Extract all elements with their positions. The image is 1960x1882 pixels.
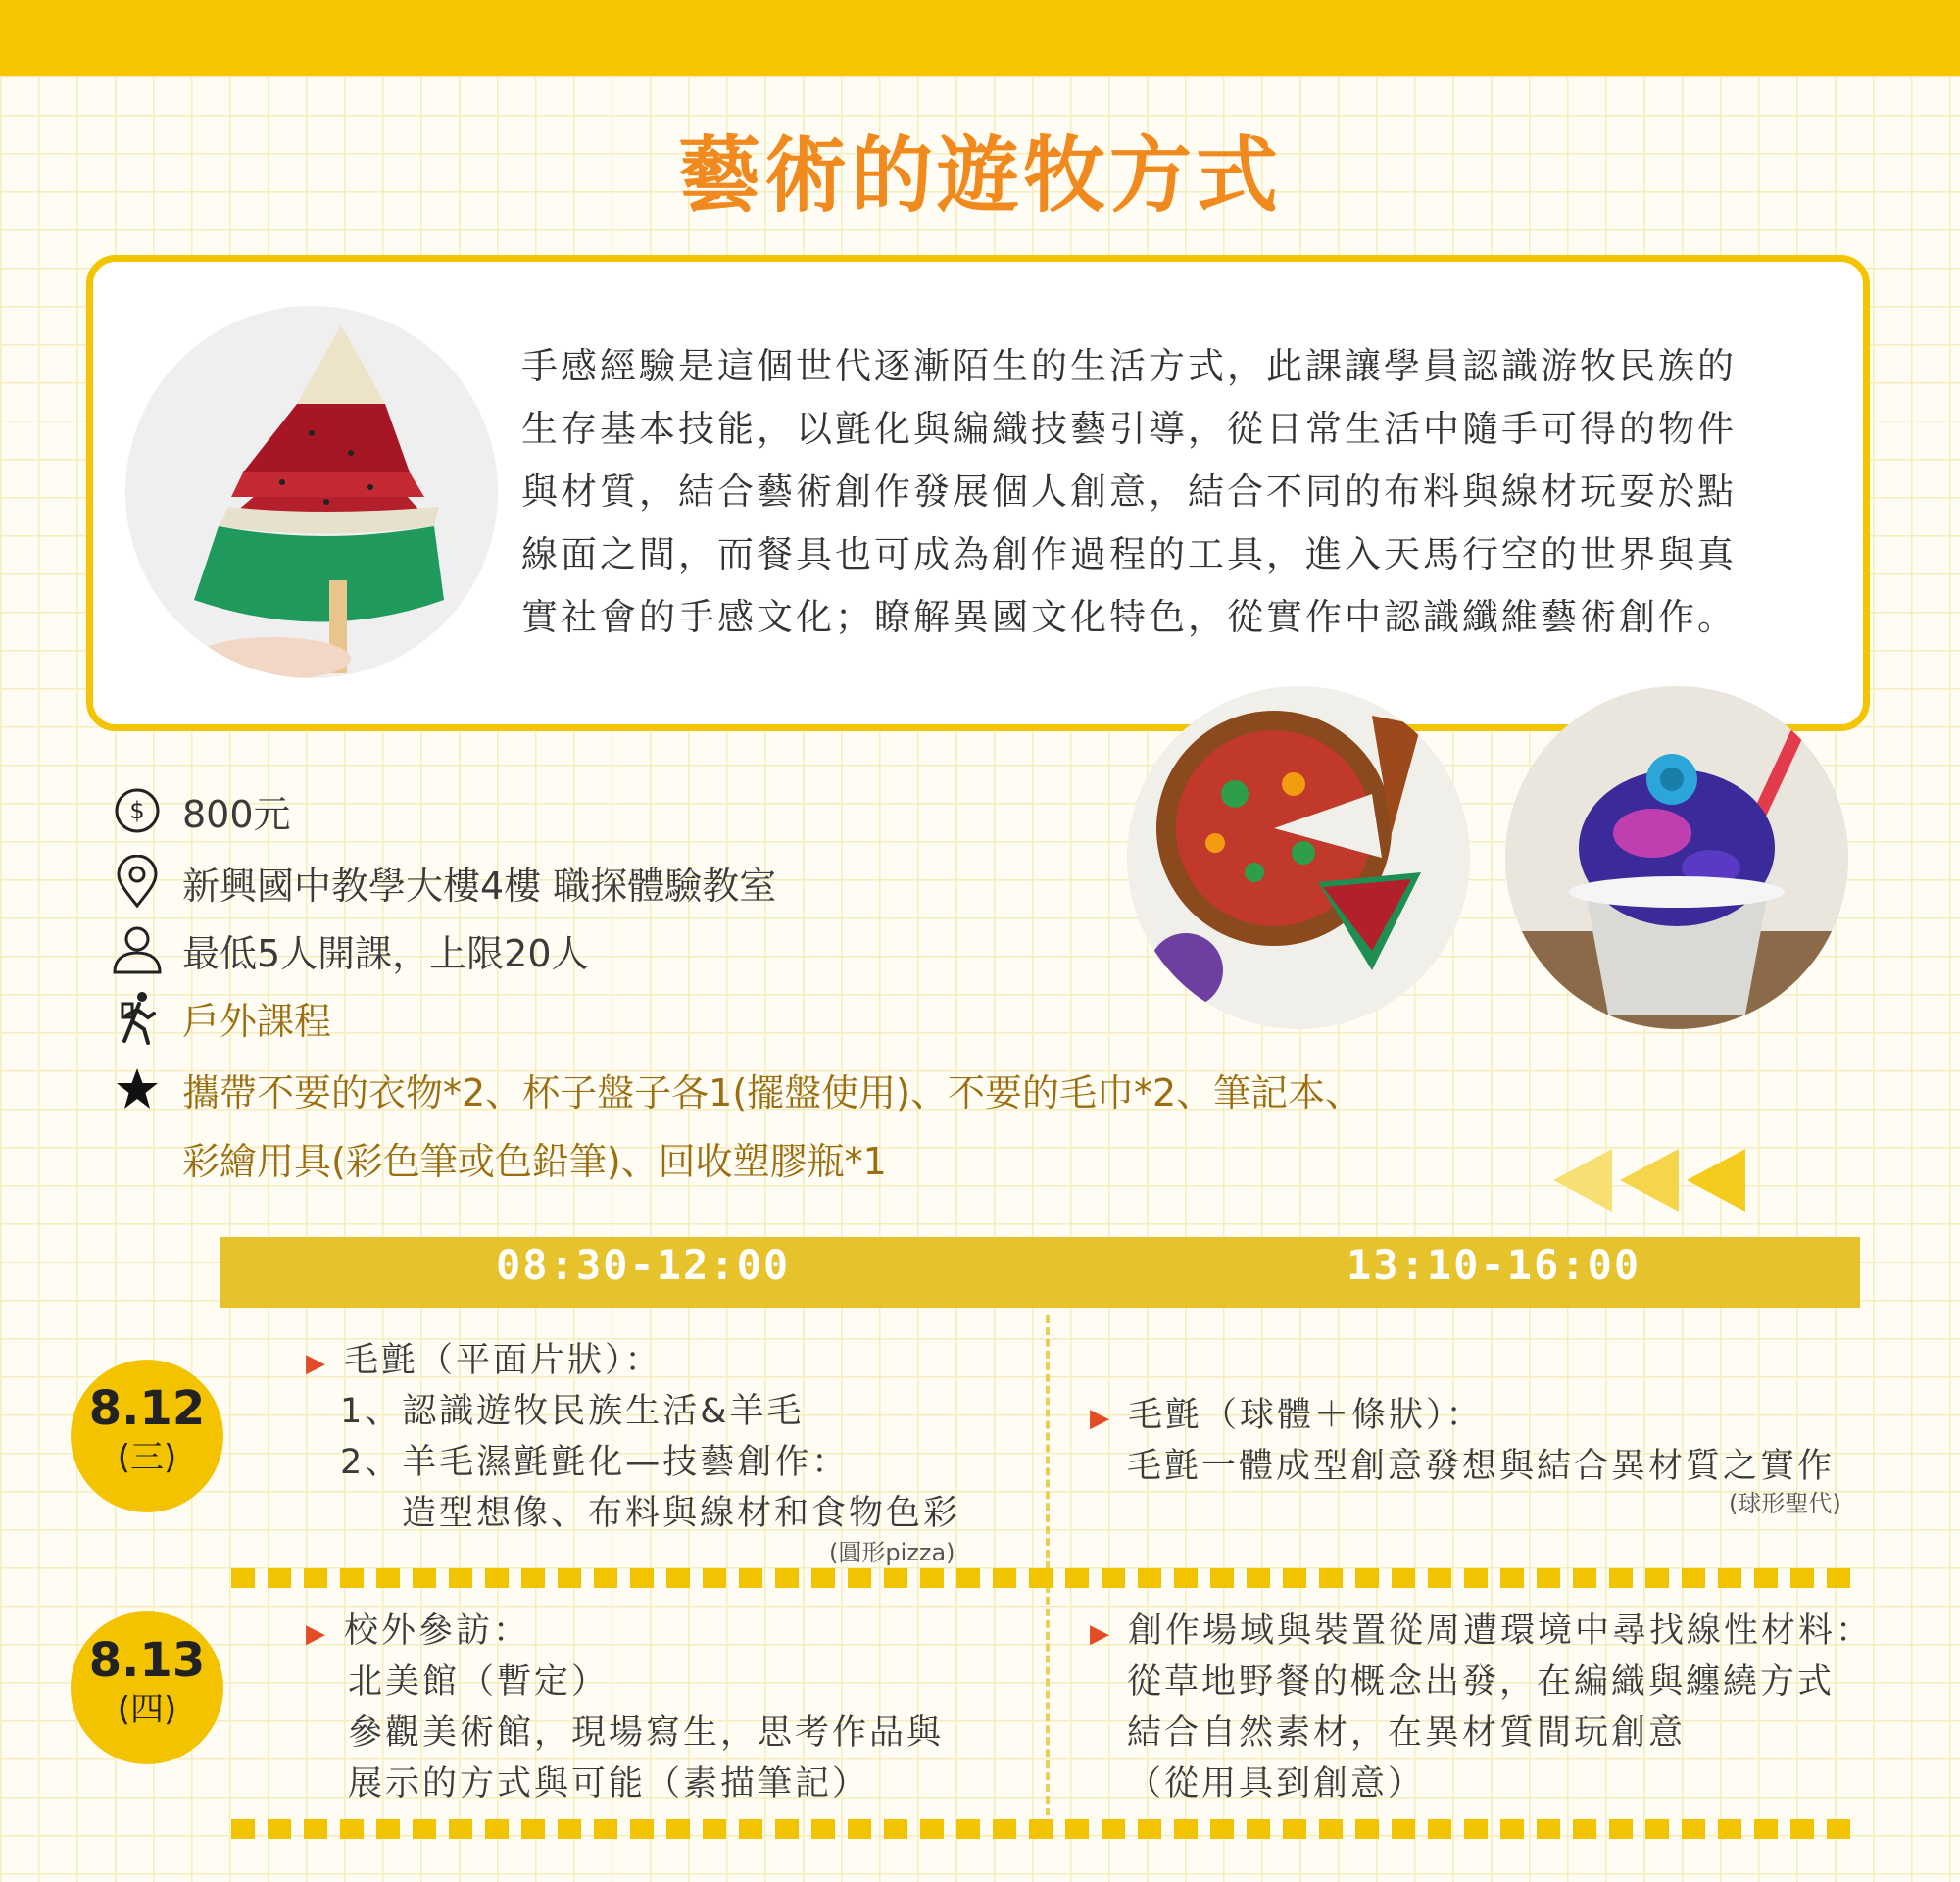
day2-pm-line-3: （從用具到創意） bbox=[1127, 1764, 1426, 1804]
left-arrows-decoration bbox=[1553, 1145, 1759, 1215]
day1-am-line-2: 2、羊毛濕氈氈化—技藝創作： bbox=[340, 1443, 850, 1482]
course-type-text: 戶外課程 bbox=[182, 999, 332, 1043]
day1-am-note: (圓形pizza) bbox=[829, 1539, 956, 1566]
person-icon bbox=[110, 922, 165, 977]
svg-text:$: $ bbox=[129, 797, 145, 824]
morning-time-label: 08:30-12:00 bbox=[496, 1241, 791, 1289]
location-row bbox=[110, 855, 776, 910]
date-day2: 8.13 bbox=[88, 1633, 206, 1688]
triangle-bullet-icon: ▶ bbox=[306, 1349, 328, 1378]
day1-pm-title: ▶ 毛氈（球體＋條狀）： bbox=[1090, 1396, 1484, 1435]
day1-am-title: ▶ 毛氈（平面片狀）： bbox=[306, 1341, 662, 1380]
triangle-bullet-icon: ▶ bbox=[306, 1619, 328, 1649]
day2-pm-title: ▶ 創作場域與裝置從周遭環境中尋找線性材料： bbox=[1090, 1611, 1874, 1651]
bottom-divider bbox=[231, 1819, 1858, 1839]
capacity-text: 最低5人開課，上限20人 bbox=[182, 931, 589, 975]
dollar-circle-icon bbox=[110, 783, 165, 838]
weekday-day2: (四) bbox=[117, 1690, 177, 1729]
day2-am-title: ▶ 校外參訪： bbox=[306, 1611, 531, 1651]
felt-pizza-photo bbox=[1127, 686, 1470, 1029]
watermelon-weaving-photo bbox=[125, 306, 498, 678]
page-title: 藝術的遊牧方式 bbox=[677, 127, 1282, 223]
bring-items-text-2: 彩繪用具(彩色筆或色鉛筆)、回收塑膠瓶*1 bbox=[182, 1140, 887, 1183]
top-banner bbox=[0, 0, 1960, 76]
day2-pm-line-1: 從草地野餐的概念出發，在編織與纏繞方式 bbox=[1127, 1662, 1836, 1702]
date-badge-day2 bbox=[71, 1611, 223, 1764]
triangle-bullet-icon: ▶ bbox=[1090, 1619, 1112, 1649]
day2-pm-line-2: 結合自然素材，在異材質間玩創意 bbox=[1127, 1713, 1687, 1753]
day2-am-line-2: 參觀美術館，現場寫生，思考作品與 bbox=[348, 1713, 945, 1753]
star-icon bbox=[110, 1062, 165, 1116]
felt-sundae-photo bbox=[1505, 686, 1848, 1029]
day1-am-line-1: 1、認識遊牧民族生活&羊毛 bbox=[340, 1392, 805, 1431]
day1-pm-note: (球形聖代) bbox=[1729, 1490, 1841, 1517]
bring-items-row bbox=[110, 1062, 1362, 1116]
day2-am-line-3: 展示的方式與可能（素描筆記） bbox=[348, 1764, 870, 1804]
course-type-row bbox=[110, 990, 331, 1045]
location-text: 新興國中教學大樓4樓 職探體驗教室 bbox=[182, 864, 777, 908]
hiker-icon bbox=[110, 990, 165, 1045]
bring-items-text-1: 攜帶不要的衣物*2、杯子盤子各1(擺盤使用)、不要的毛巾*2、筆記本、 bbox=[182, 1070, 1363, 1114]
day1-am-line-3: 造型想像、布料與線材和食物色彩 bbox=[402, 1494, 961, 1533]
course-description: 手感經驗是這個世代逐漸陌生的生活方式，此課讓學員認識游牧民族的 生存基本技能，以氈化與編織技藝引導，從日常生活中隨手可得的物件 與材質，結合藝術創作發展個人創意，結合不同的布料與線材玩耍於點 線面之間，而餐具也可成為創作過程的工具，進入天馬行空的世界與真 實社會的手感文化；瞭解異國文化特色，從實作中認識纖維藝術創作。 bbox=[521, 345, 1737, 638]
date-badge-day1 bbox=[71, 1360, 223, 1512]
price-text: 800元 bbox=[182, 792, 291, 836]
weekday-day1: (三) bbox=[117, 1438, 177, 1477]
date-day1: 8.12 bbox=[88, 1381, 206, 1436]
column-divider bbox=[1046, 1315, 1050, 1815]
price-row bbox=[110, 783, 291, 838]
afternoon-time-label: 13:10-16:00 bbox=[1347, 1241, 1642, 1289]
day2-am-line-1: 北美館（暫定） bbox=[348, 1662, 610, 1702]
capacity-row bbox=[110, 922, 589, 977]
triangle-bullet-icon: ▶ bbox=[1090, 1404, 1112, 1433]
map-pin-icon bbox=[110, 855, 165, 910]
row-divider bbox=[231, 1568, 1858, 1588]
day1-pm-line-1: 毛氈一體成型創意發想與結合異材質之實作 bbox=[1127, 1447, 1836, 1486]
